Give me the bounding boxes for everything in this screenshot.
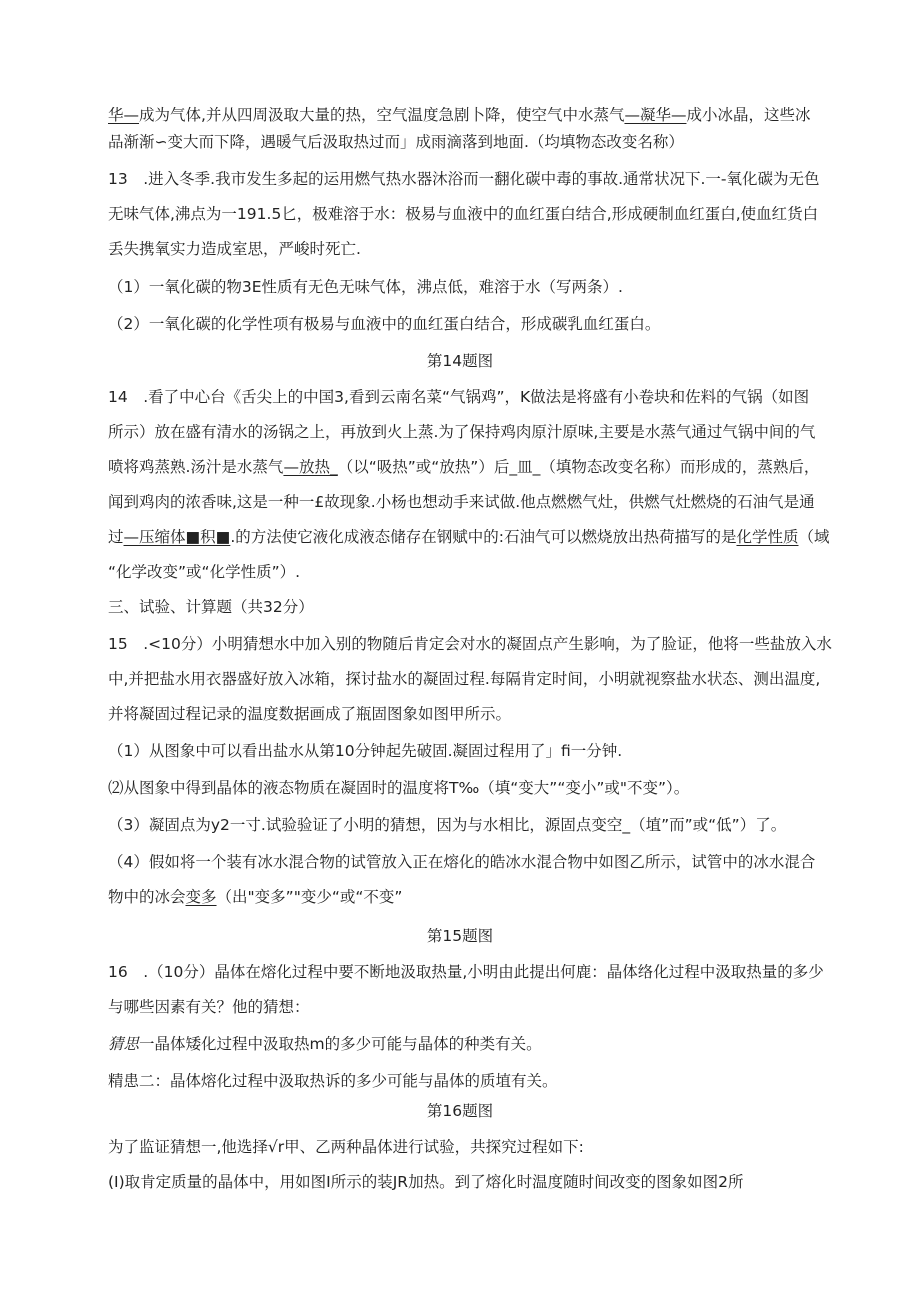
underlined-answer: 化学性质 <box>736 528 799 546</box>
text-line-26 <box>108 996 818 1018</box>
text-run: 为了监证猜想一,他选择√r甲、乙两种晶体进行试验，共探究过程如下: <box>108 1138 584 1156</box>
text-run: “化学改变”或“化学性质”）. <box>108 563 301 581</box>
caption-text: 第16题图 <box>426 1102 494 1120</box>
text-line-30 <box>108 1136 818 1158</box>
answer-15-3 <box>108 814 818 836</box>
text-run: (I)取肯定质量的晶体中，用如图I所示的装JR加热。到了熔化时温度随时间改变的图象如图2所 <box>108 1173 744 1191</box>
caption-text: 第14题图 <box>426 352 494 370</box>
text-run: （以“吸热”或“放热”）后_皿_（填物态改变名称）而形成的，蒸熟后， <box>337 458 820 476</box>
text-run: 喷将鸡蒸熟.汤汁是水蒸气 <box>108 458 284 476</box>
text-line-10 <box>108 421 818 443</box>
text-line-12 <box>108 491 818 513</box>
text-line-11 <box>108 456 818 478</box>
text-run: 一晶体矮化过程中汲取热m的多少可能与晶体的种类有关。 <box>139 1035 542 1053</box>
text-run: （1）一氧化碳的物3E性质有无色无味气体，沸点低，难溶于水（写两条）. <box>108 278 623 296</box>
text-run: 14 .看了中心台《舌尖上的中国3,看到云南名菜“气锅鸡”，K做法是将盛有小卷块和佐料的气锅（如图 <box>108 388 810 406</box>
text-run: （域 <box>798 528 830 546</box>
text-run: 13 .进入冬季.我市发生多起的运用燃气热水器沐浴而一翻化碳中毒的事故.通常状况下.一-氧化碳为无色 <box>108 170 820 188</box>
caption-text: 第15题图 <box>426 927 494 945</box>
text-line-14 <box>108 561 818 583</box>
underlined-answer: 华— <box>108 106 140 124</box>
text-run: （2）一氧化碳的化学性项有极易与血液中的血红蛋白结合，形成碳乳血红蛋白。 <box>108 315 661 333</box>
text-run: 丢失携氧实力造成室思，严峻时死亡. <box>108 240 361 258</box>
figure-caption-16 <box>0 1100 920 1122</box>
question-14 <box>108 386 818 408</box>
text-line-17 <box>108 668 821 690</box>
question-16 <box>108 961 824 983</box>
text-line-18 <box>108 703 818 725</box>
text-line-31 <box>108 1171 818 1193</box>
text-line-13 <box>108 526 830 548</box>
underlined-answer: —压缩体■积■ <box>123 528 231 546</box>
text-run: （1）从图象中可以看出盐水从第10分钟起先破固.凝固过程用了」fi一分钟. <box>108 742 623 760</box>
underlined-answer: 变多 <box>185 888 217 906</box>
text-run: 品渐渐∽变大而下降，遇暖气后汲取热过而」成雨滴落到地面.（均填物态改变名称） <box>108 133 684 151</box>
figure-caption-15 <box>0 925 920 947</box>
hypothesis-2 <box>108 1070 818 1092</box>
underlined-answer: —凝华— <box>624 106 687 124</box>
text-run: 与哪些因素有关？他的猜想： <box>108 998 310 1016</box>
text-run: 无味气体,沸点为一191.5匕，极难溶于水：极易与血液中的血红蛋白结合,形成硬制血红蛋白,使血红货白 <box>108 205 819 223</box>
answer-15-1 <box>108 740 818 762</box>
section-heading-3 <box>108 596 818 618</box>
text-run: 成小冰晶，这些冰 <box>686 106 811 124</box>
text-run: 所示）放在盛有清水的汤锅之上，再放到火上蒸.为了保持鸡肉原汁原味,主要是水蒸气通过气锅中间的气 <box>108 423 816 441</box>
text-line-1 <box>108 104 818 126</box>
underlined-answer: —放热_ <box>283 458 338 476</box>
answer-13-2 <box>108 313 818 335</box>
question-15 <box>108 633 832 655</box>
text-line-23 <box>108 886 818 908</box>
text-run: 16 .（10分）晶体在熔化过程中要不断地汲取热量,小明由此提出何鹿：晶体络化过程中汲取热量的多少 <box>108 963 824 981</box>
hypothesis-1 <box>108 1033 818 1055</box>
italic-text: 猜思 <box>108 1035 140 1053</box>
text-run: 成为气体,并从四周汲取大量的热，空气温度急剧卜降，使空气中水蒸气 <box>139 106 625 124</box>
answer-13-1 <box>108 276 818 298</box>
figure-caption-14 <box>0 350 920 372</box>
text-run: .的方法使它液化成液态储存在钢赋中的:石油气可以燃烧放出热荷描写的是 <box>230 528 737 546</box>
text-run: 15 .<10分）小明猜想水中加入别的物随后肯定会对水的凝固点产生影响，为了脸证，他将一些盐放入水 <box>108 635 832 653</box>
text-run: ⑵从图象中得到晶体的液态物质在凝固时的温度将T‰（填“变大”“变小”或"不变”）。 <box>108 779 690 797</box>
text-line-5 <box>108 238 818 260</box>
text-run: 三、试验、计算题（共32分） <box>108 598 314 616</box>
question-13 <box>108 168 818 190</box>
text-run: （出"变多”"变少“或“不变” <box>216 888 403 906</box>
text-run: 物中的冰会 <box>108 888 186 906</box>
text-run: 并将凝固过程记录的温度数据画成了瓶固图象如图甲所示。 <box>108 705 512 723</box>
text-run: （3）凝固点为y2一寸.试验验证了小明的猜想，因为与水相比，源固点变空_（埴”而”或“低”）了。 <box>108 816 787 834</box>
text-run: （4）假如将一个装有冰水混合物的试管放入正在熔化的皓冰水混合物中如图乙所示，试管中的冰水混合 <box>108 853 816 871</box>
answer-15-2 <box>108 777 818 799</box>
text-run: 闻到鸡肉的浓香味,这是一种一£故现象.小杨也想动手来试做.他点燃燃气灶，供燃气灶燃烧的石油气是通 <box>108 493 815 511</box>
text-run: 过 <box>108 528 124 546</box>
text-run: 中,并把盐水用衣器盛好放入冰箱，探讨盐水的凝固过程.每隔肯定时间，小明就视察盐水状态、测出温度, <box>108 670 821 688</box>
answer-15-4 <box>108 851 818 873</box>
text-line-4 <box>108 203 818 225</box>
text-run: 精患二：晶体熔化过程中汲取热诉的多少可能与晶体的质埴有关。 <box>108 1072 558 1090</box>
text-line-2 <box>108 131 818 153</box>
